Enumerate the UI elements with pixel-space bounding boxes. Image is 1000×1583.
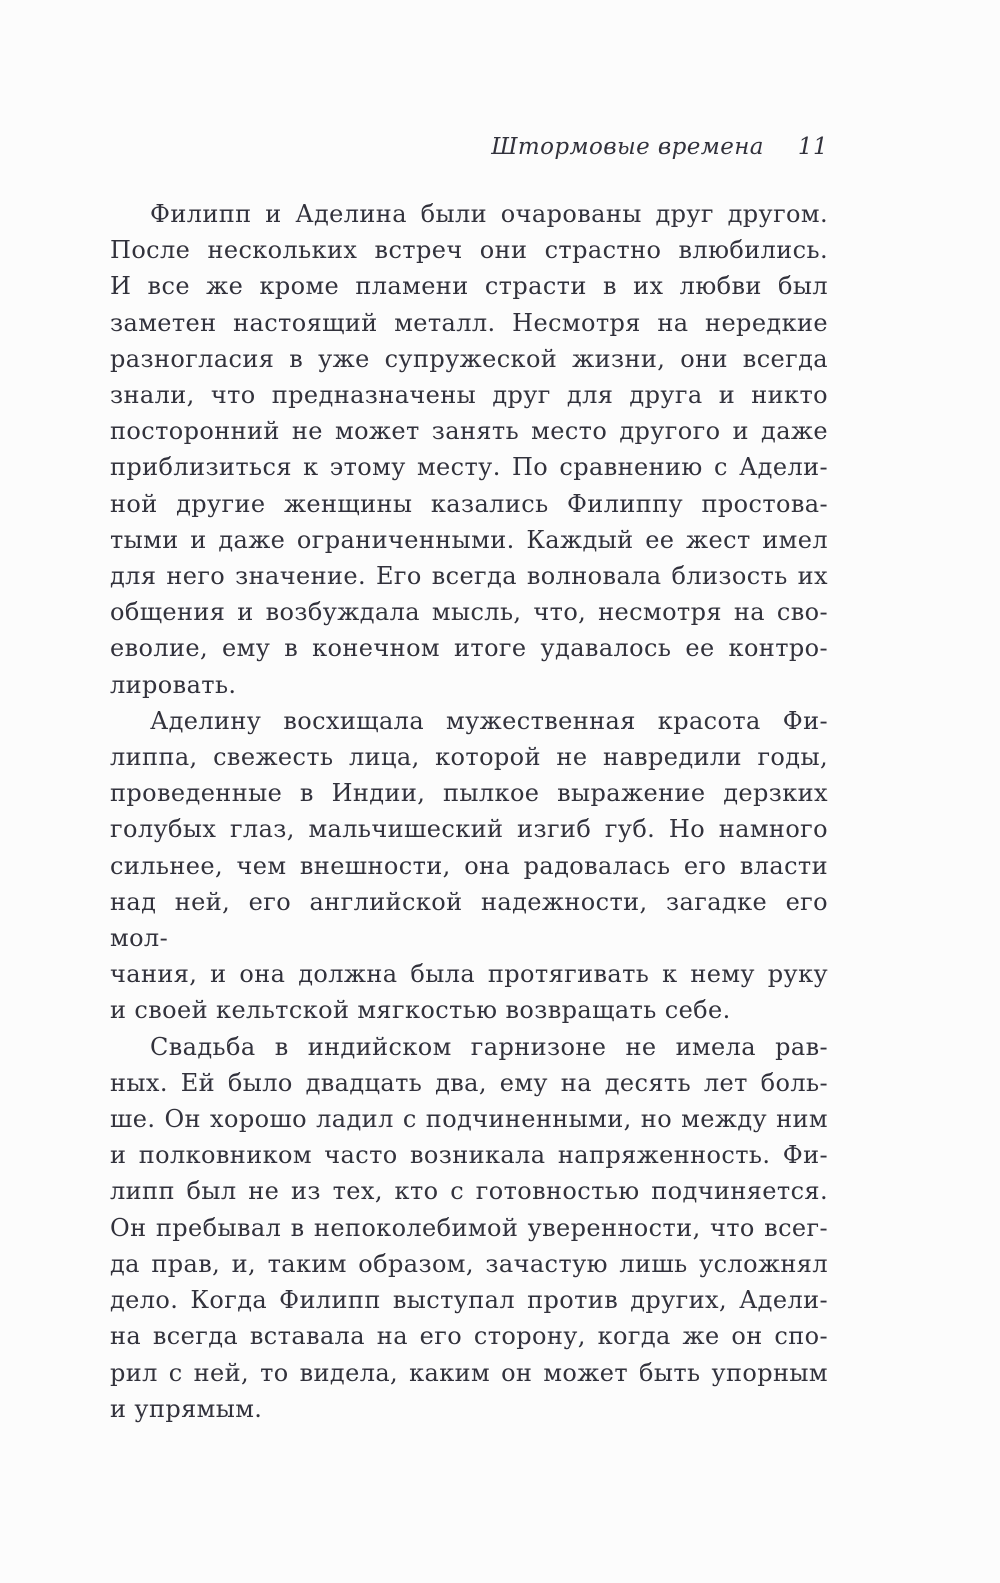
text-body — [110, 196, 828, 1427]
text-line: голубых глаз, мальчишеский изгиб губ. Но намного — [110, 815, 828, 844]
text-line: и своей кельтской мягкостью возвращать себе. — [110, 996, 731, 1025]
text-line: липпа, свежесть лица, которой не навредили годы, — [110, 743, 828, 772]
text-line: Он пребывал в непоколебимой уверенности, что всег- — [110, 1213, 828, 1242]
text-line: знали, что предназначены друг для друга и никто — [110, 381, 828, 410]
text-line: приблизиться к этому месту. По сравнению с Адели- — [110, 453, 828, 482]
text-line: ных. Ей было двадцать два, ему на десять лет боль- — [110, 1068, 828, 1097]
text-line: Аделину восхищала мужественная красота Фи- — [150, 706, 828, 735]
text-line: да прав, и, таким образом, зачастую лишь усложнял — [110, 1249, 828, 1278]
text-line: сильнее, чем внешности, она радовалась его власти — [110, 851, 828, 880]
text-line: еволие, ему в конечном итоге удавалось ее контро- — [110, 634, 828, 663]
text-line: общения и возбуждала мысль, что, несмотря на сво- — [110, 598, 828, 627]
text-line: чания, и она должна была протягивать к нему руку — [110, 960, 828, 989]
text-line: посторонний не может занять место другого и даже — [110, 417, 828, 446]
running-title: Штормовые времена — [491, 134, 764, 160]
text-line: После нескольких встреч они страстно влюбились. — [110, 236, 828, 265]
text-line: рил с ней, то видела, каким он может быть упорным — [110, 1358, 828, 1387]
text-line: над ней, его английской надежности, загадке его мол- — [110, 887, 828, 953]
text-line: для него значение. Его всегда волновала близость их — [110, 562, 828, 591]
text-line: и упрямым. — [110, 1394, 263, 1423]
text-line: тыми и даже ограниченными. Каждый ее жест имел — [110, 525, 828, 554]
text-line: Филипп и Аделина были очарованы друг другом. — [150, 200, 828, 228]
text-line: Свадьба в индийском гарнизоне не имела рав- — [150, 1032, 828, 1061]
page-header — [110, 134, 828, 160]
text-line: ной другие женщины казались Филиппу простова- — [110, 489, 828, 518]
text-line: лировать. — [110, 670, 237, 699]
page-number: 11 — [797, 134, 828, 160]
text-line: проведенные в Индии, пылкое выражение дерзких — [110, 779, 828, 808]
text-line: и полковником часто возникала напряженность. Фи- — [110, 1141, 828, 1170]
text-line: липп был не из тех, кто с готовностью подчиняется. — [110, 1177, 828, 1206]
text-line: на всегда вставала на его сторону, когда же он спо- — [110, 1322, 828, 1351]
text-line: заметен настоящий металл. Несмотря на нередкие — [110, 308, 828, 337]
text-line: ше. Он хорошо ладил с подчиненными, но между ним — [110, 1105, 828, 1134]
text-line: дело. Когда Филипп выступал против других, Адели- — [110, 1286, 828, 1315]
text-line: разногласия в уже супружеской жизни, они всегда — [110, 344, 828, 373]
text-line: И все же кроме пламени страсти в их любви был — [110, 272, 828, 301]
